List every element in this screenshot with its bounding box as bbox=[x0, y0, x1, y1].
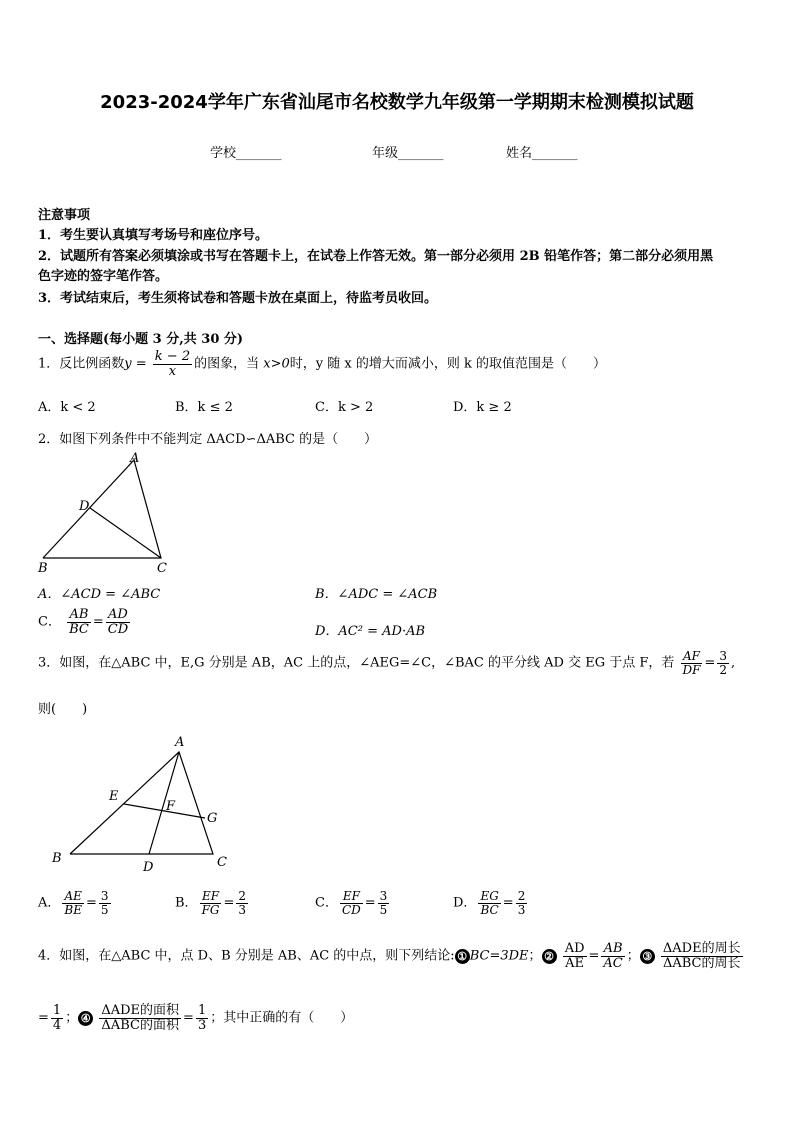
note-2: 2．试题所有答案必须填涂或书写在答题卡上，在试卷上作答无效。第一部分必须用 2B 铅笔作答；第二部分必须用黑 bbox=[38, 249, 714, 264]
q3-label-b: B bbox=[52, 851, 62, 866]
question-4-cont: = $\frac{1}{4}$ ； ④ $\frac{\text{ΔADE的面积}}{\text{ΔABC的面积}}$ = $\frac{1}{3}$ ；其中正确的有（ ） bbox=[38, 1003, 354, 1033]
q2-label-a: A bbox=[130, 451, 140, 466]
q3-option-c[interactable]: C． $\frac{EF}{CD}$ = $\frac{3}{5}$ bbox=[315, 889, 388, 917]
grade-field: 年级_______ bbox=[372, 146, 444, 161]
q3-label-f: F bbox=[166, 799, 176, 814]
q1-option-b[interactable]: B．k ≤ 2 bbox=[175, 400, 233, 415]
name-field: 姓名_______ bbox=[506, 146, 578, 161]
q3-label-d: D bbox=[143, 860, 154, 875]
q1-option-d[interactable]: D．k ≥ 2 bbox=[453, 400, 512, 415]
question-2: 2．如图下列条件中不能判定 ΔACD∽ΔABC 的是（ ） bbox=[38, 432, 378, 447]
q3-then: 则( ) bbox=[38, 702, 88, 717]
q3-label-g: G bbox=[207, 811, 218, 826]
question-4: 4．如图，在△ABC 中，点 D、B 分别是 AB、AC 的中点，则下列结论: ① BC=3DE； ② $\frac{AD}{AE}$ = $\frac{AB}{AC}$ ； ③ $\frac{\text{ΔADE的周长}}{\text{ΔABC的周长}}$ bbox=[38, 941, 741, 971]
q2-label-b: B bbox=[38, 561, 48, 576]
q3-label-a: A bbox=[175, 735, 185, 750]
q3-option-d[interactable]: D． $\frac{EG}{BC}$ = $\frac{2}{3}$ bbox=[453, 889, 526, 917]
q3-label-c: C bbox=[217, 855, 227, 870]
q1-option-a[interactable]: A．k < 2 bbox=[38, 400, 96, 415]
school-field: 学校_______ bbox=[210, 146, 282, 161]
question-3: 3．如图，在△ABC 中，E,G 分别是 AB，AC 上的点，∠AEG=∠C，∠BAC 的平分线 AD 交 EG 于点 F，若 $\frac{AF}{DF}$ = $\frac{3}{2}$ , bbox=[38, 649, 736, 677]
q1-option-c[interactable]: C．k > 2 bbox=[315, 400, 374, 415]
circle-1-icon: ① bbox=[455, 949, 470, 964]
circle-2-icon: ② bbox=[542, 949, 557, 964]
q2-triangle-figure bbox=[30, 448, 180, 576]
q2-label-c: C bbox=[157, 561, 167, 576]
note-1: 1．考生要认真填写考场号和座位序号。 bbox=[38, 228, 269, 243]
circle-4-icon: ④ bbox=[78, 1011, 93, 1026]
q2-option-b[interactable]: B．∠ADC = ∠ACB bbox=[315, 587, 438, 602]
question-1: 1．反比例函数y = $\frac{k - 2}{x}$ 的图象，当 x>0时，y 随 x 的增大而减小，则 k 的取值范围是（ ） bbox=[38, 349, 606, 379]
section-heading: 一、选择题(每小题 3 分,共 30 分) bbox=[38, 332, 244, 347]
note-3: 3．考试结束后，考生须将试卷和答题卡放在桌面上，待监考员收回。 bbox=[38, 291, 438, 306]
q3-option-b[interactable]: B． $\frac{EF}{FG}$ = $\frac{2}{3}$ bbox=[175, 889, 247, 917]
note-2-cont: 色字迹的签字笔作答。 bbox=[38, 269, 169, 284]
q2-option-c[interactable]: C． $\frac{AB}{BC}$ = $\frac{AD}{CD}$ bbox=[38, 607, 129, 637]
q3-label-e: E bbox=[109, 789, 119, 804]
page-title: 2023-2024学年广东省汕尾市名校数学九年级第一学期期末检测模拟试题 bbox=[100, 92, 694, 113]
q3-triangle-figure bbox=[45, 728, 245, 878]
q2-option-a[interactable]: A．∠ACD = ∠ABC bbox=[38, 587, 161, 602]
notes-heading: 注意事项 bbox=[38, 208, 91, 223]
q3-option-a[interactable]: A． $\frac{AE}{BE}$ = $\frac{3}{5}$ bbox=[38, 889, 109, 917]
q2-label-d: D bbox=[79, 499, 90, 514]
circle-3-icon: ③ bbox=[640, 949, 655, 964]
q2-option-d[interactable]: D．AC² = AD·AB bbox=[315, 624, 426, 639]
